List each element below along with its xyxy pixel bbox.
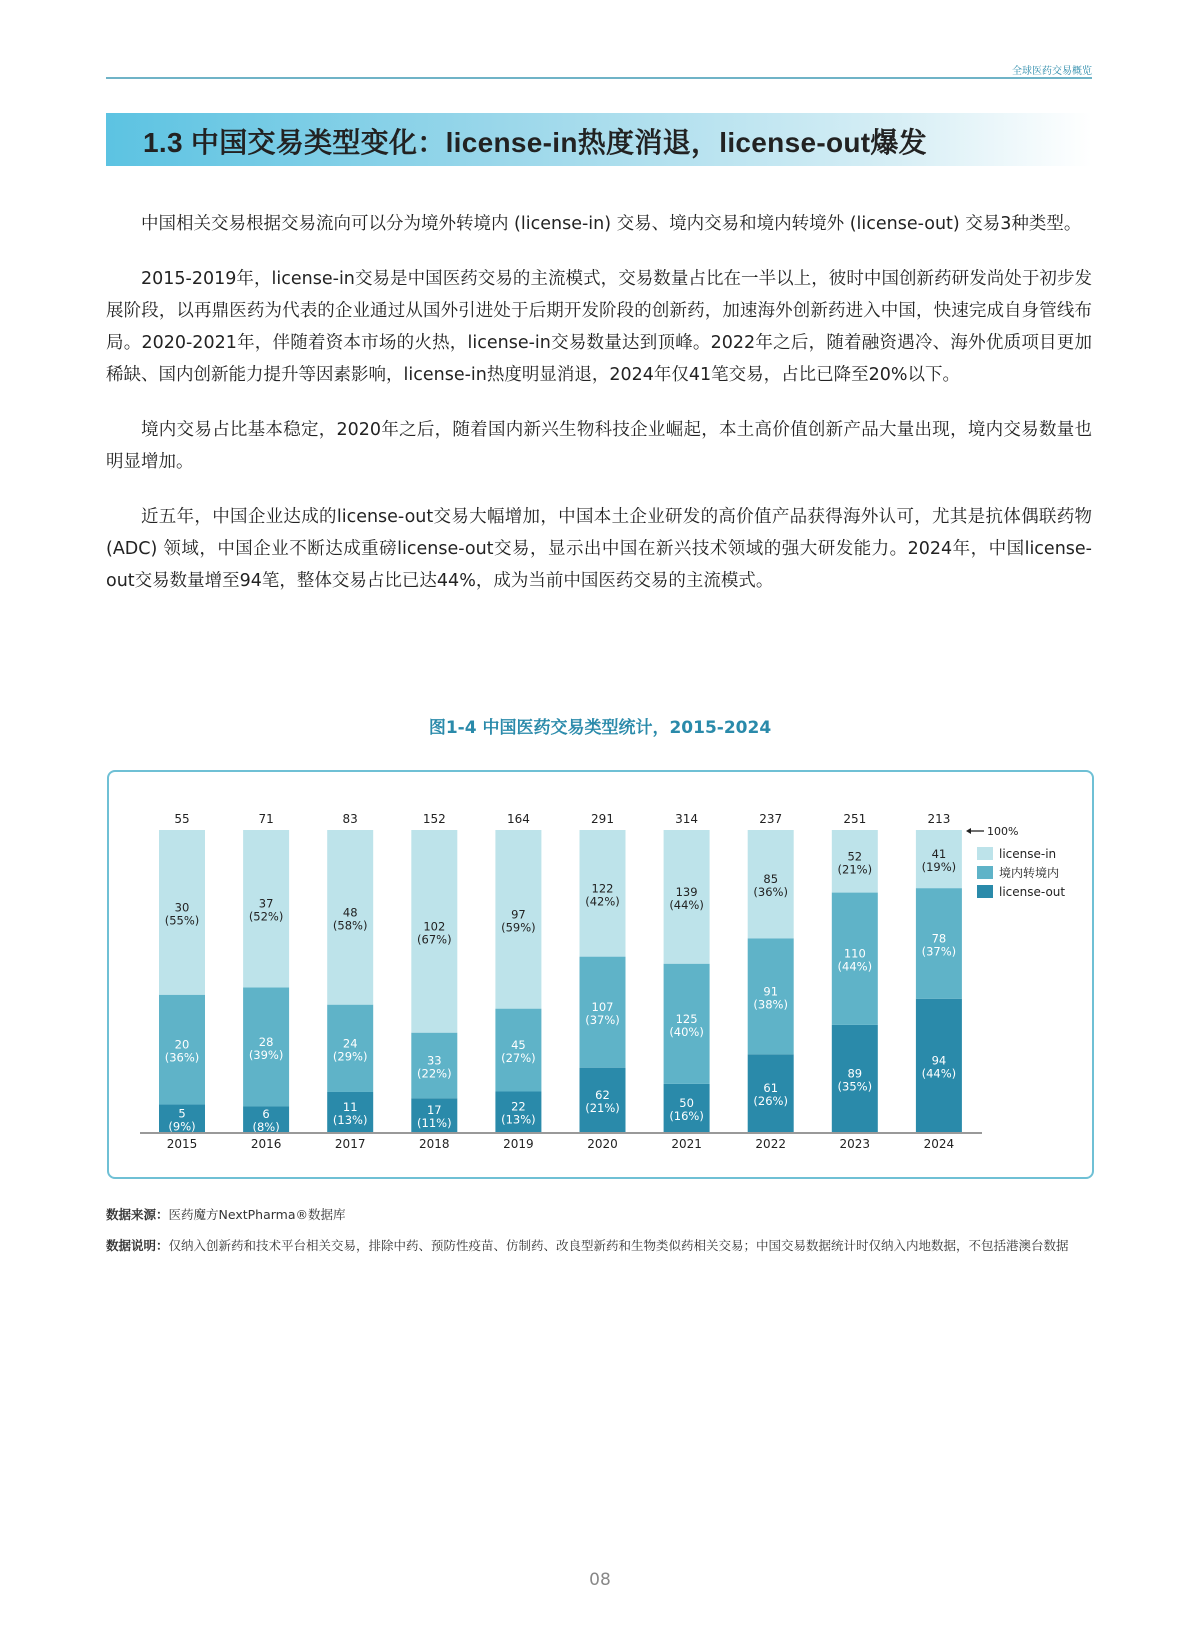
legend-label: license-in — [999, 847, 1057, 861]
data-label-percent: (27%) — [501, 1051, 536, 1066]
data-label-percent: (40%) — [669, 1024, 704, 1039]
data-label-value: 6 — [262, 1107, 270, 1122]
data-label-value: 62 — [595, 1087, 610, 1102]
x-tick-label: 2024 — [923, 1137, 955, 1151]
data-label-value: 125 — [675, 1011, 698, 1026]
section-title: 1.3 中国交易类型变化：license-in热度消退，license-out爆发 — [143, 127, 927, 158]
data-label-percent: (29%) — [332, 1049, 368, 1064]
description-text: 仅纳入创新药和技术平台相关交易，排除中药、预防性疫苗、仿制药、改良型新药和生物类似药相关交易；中国交易数据统计时仅纳入内地数据，不包括港澳台数据 — [168, 1238, 1069, 1253]
body-text — [106, 208, 1092, 620]
paragraph: 中国相关交易根据交易流向可以分为境外转境内 (license-in) 交易、境内交易和境内转境外 (license-out) 交易3种类型。 — [141, 214, 1082, 234]
paragraph: 境内交易占比基本稳定，2020年之后，随着国内新兴生物科技企业崛起，本土高价值创新产品大量出现，境内交易数量也明显增加。 — [106, 420, 1092, 472]
legend-swatch — [977, 847, 993, 860]
data-label-percent: (44%) — [921, 1066, 957, 1081]
total-label: 55 — [174, 812, 190, 826]
legend-swatch — [977, 885, 993, 898]
x-tick-label: 2016 — [250, 1137, 282, 1151]
total-label: 164 — [506, 812, 530, 826]
legend-label: 境内转境内 — [999, 866, 1060, 880]
data-label-value: 45 — [511, 1038, 526, 1053]
data-label-percent: (21%) — [837, 862, 873, 877]
data-label-value: 61 — [763, 1081, 779, 1096]
source-label: 数据来源： — [106, 1207, 169, 1222]
data-label-value: 94 — [931, 1053, 947, 1068]
source-text: 医药魔方NextPharma®数据库 — [168, 1207, 346, 1222]
data-label-value: 85 — [763, 872, 779, 887]
x-tick-label: 2022 — [755, 1137, 786, 1151]
x-tick-label: 2020 — [587, 1137, 618, 1151]
data-label-percent: (9%) — [168, 1119, 196, 1134]
total-label: 251 — [843, 812, 867, 826]
data-label-value: 24 — [342, 1036, 358, 1051]
chart-container — [107, 770, 1094, 1179]
data-label-percent: (59%) — [501, 920, 536, 935]
data-label-percent: (38%) — [753, 997, 788, 1012]
section-title-banner — [106, 113, 1092, 166]
data-description — [106, 1234, 1092, 1257]
data-label-percent: (26%) — [753, 1094, 788, 1109]
data-label-value: 30 — [174, 900, 190, 915]
data-label-value: 91 — [763, 984, 779, 999]
data-label-percent: (36%) — [164, 1050, 200, 1065]
data-label-percent: (16%) — [669, 1108, 704, 1123]
data-label-percent: (8%) — [252, 1120, 280, 1135]
data-label-value: 97 — [511, 907, 526, 922]
data-label-value: 20 — [174, 1037, 190, 1052]
data-label-value: 17 — [426, 1103, 442, 1118]
stacked-bar-chart — [109, 772, 1092, 1177]
data-label-value: 139 — [675, 884, 698, 899]
data-label-percent: (35%) — [837, 1079, 873, 1094]
arrow-left-icon — [966, 828, 971, 834]
data-label-percent: (58%) — [332, 918, 368, 933]
data-label-value: 52 — [847, 849, 863, 864]
total-label: 314 — [675, 812, 699, 826]
total-label: 237 — [759, 812, 783, 826]
data-label-value: 89 — [847, 1066, 863, 1081]
data-label-value: 48 — [342, 905, 358, 920]
x-tick-label: 2021 — [671, 1137, 702, 1151]
data-label-percent: (52%) — [248, 909, 284, 924]
data-label-value: 110 — [843, 946, 866, 961]
data-label-percent: (39%) — [248, 1047, 284, 1062]
data-label-percent: (37%) — [585, 1013, 620, 1028]
data-source — [106, 1203, 1092, 1226]
x-tick-label: 2015 — [166, 1137, 198, 1151]
data-label-percent: (19%) — [921, 860, 957, 875]
running-header: 全球医药交易概览 — [1012, 66, 1092, 77]
x-tick-label: 2017 — [334, 1137, 366, 1151]
total-label: 291 — [591, 812, 614, 826]
total-label: 71 — [258, 812, 274, 826]
total-label: 83 — [342, 812, 358, 826]
data-label-value: 22 — [511, 1099, 526, 1114]
x-tick-label: 2018 — [419, 1137, 450, 1151]
paragraph: 近五年，中国企业达成的license-out交易大幅增加，中国本土企业研发的高价值产品获得海外认可，尤其是抗体偶联药物 (ADC) 领域，中国企业不断达成重磅license-out交易，显示出中国在新兴技术领域的强大研发能力。2024年，中国license-out交易数量增至94笔，整体交易占比已达44%，成为当前中国医药交易的主流模式。 — [106, 507, 1092, 591]
data-label-value: 11 — [342, 1099, 358, 1114]
data-label-value: 33 — [426, 1053, 442, 1068]
total-label: 213 — [927, 812, 951, 826]
data-label-value: 41 — [931, 847, 947, 862]
data-label-percent: (13%) — [332, 1112, 368, 1127]
data-label-percent: (55%) — [164, 913, 200, 928]
data-label-value: 50 — [679, 1095, 694, 1110]
data-label-percent: (42%) — [585, 894, 620, 909]
x-tick-label: 2023 — [839, 1137, 871, 1151]
data-label-value: 37 — [258, 896, 274, 911]
data-label-percent: (21%) — [585, 1100, 620, 1115]
data-label-percent: (37%) — [921, 944, 957, 959]
data-label-value: 102 — [423, 919, 446, 934]
data-label-value: 78 — [931, 931, 947, 946]
data-label-percent: (67%) — [417, 932, 452, 947]
paragraph: 2015-2019年，license-in交易是中国医药交易的主流模式，交易数量占比在一半以上，彼时中国创新药研发尚处于初步发展阶段，以再鼎医药为代表的企业通过从国外引进处于后期开发阶段的创新药，加速海外创新药进入中国，快速完成自身管线布局。2020-2021年，伴随着资本市场的火热，license-in交易数量达到顶峰。2022年之后，随着融资遇冷、海外优质项目更加稀缺、国内创新能力提升等因素影响，license-in热度明显消退，2024年仅41笔交易，占比已降至20%以下。 — [106, 269, 1092, 385]
figure-notes — [106, 1203, 1092, 1257]
top-marker-label: 100% — [987, 825, 1019, 838]
data-label-percent: (44%) — [669, 897, 704, 912]
legend-swatch — [977, 866, 993, 879]
total-label: 152 — [422, 812, 446, 826]
description-label: 数据说明： — [106, 1238, 169, 1253]
page-number: 08 — [589, 1570, 611, 1590]
data-label-value: 28 — [258, 1034, 274, 1049]
data-label-percent: (13%) — [501, 1112, 536, 1127]
data-label-percent: (36%) — [753, 885, 788, 900]
x-tick-label: 2019 — [503, 1137, 534, 1151]
data-label-percent: (44%) — [837, 959, 873, 974]
data-label-value: 122 — [591, 881, 614, 896]
header-divider — [106, 77, 1092, 79]
data-label-percent: (22%) — [417, 1066, 452, 1081]
data-label-value: 5 — [178, 1106, 186, 1121]
data-label-percent: (11%) — [417, 1116, 452, 1131]
data-label-value: 107 — [591, 1000, 614, 1015]
legend-label: license-out — [999, 885, 1066, 899]
figure-title: 图1-4 中国医药交易类型统计，2015-2024 — [428, 718, 772, 738]
